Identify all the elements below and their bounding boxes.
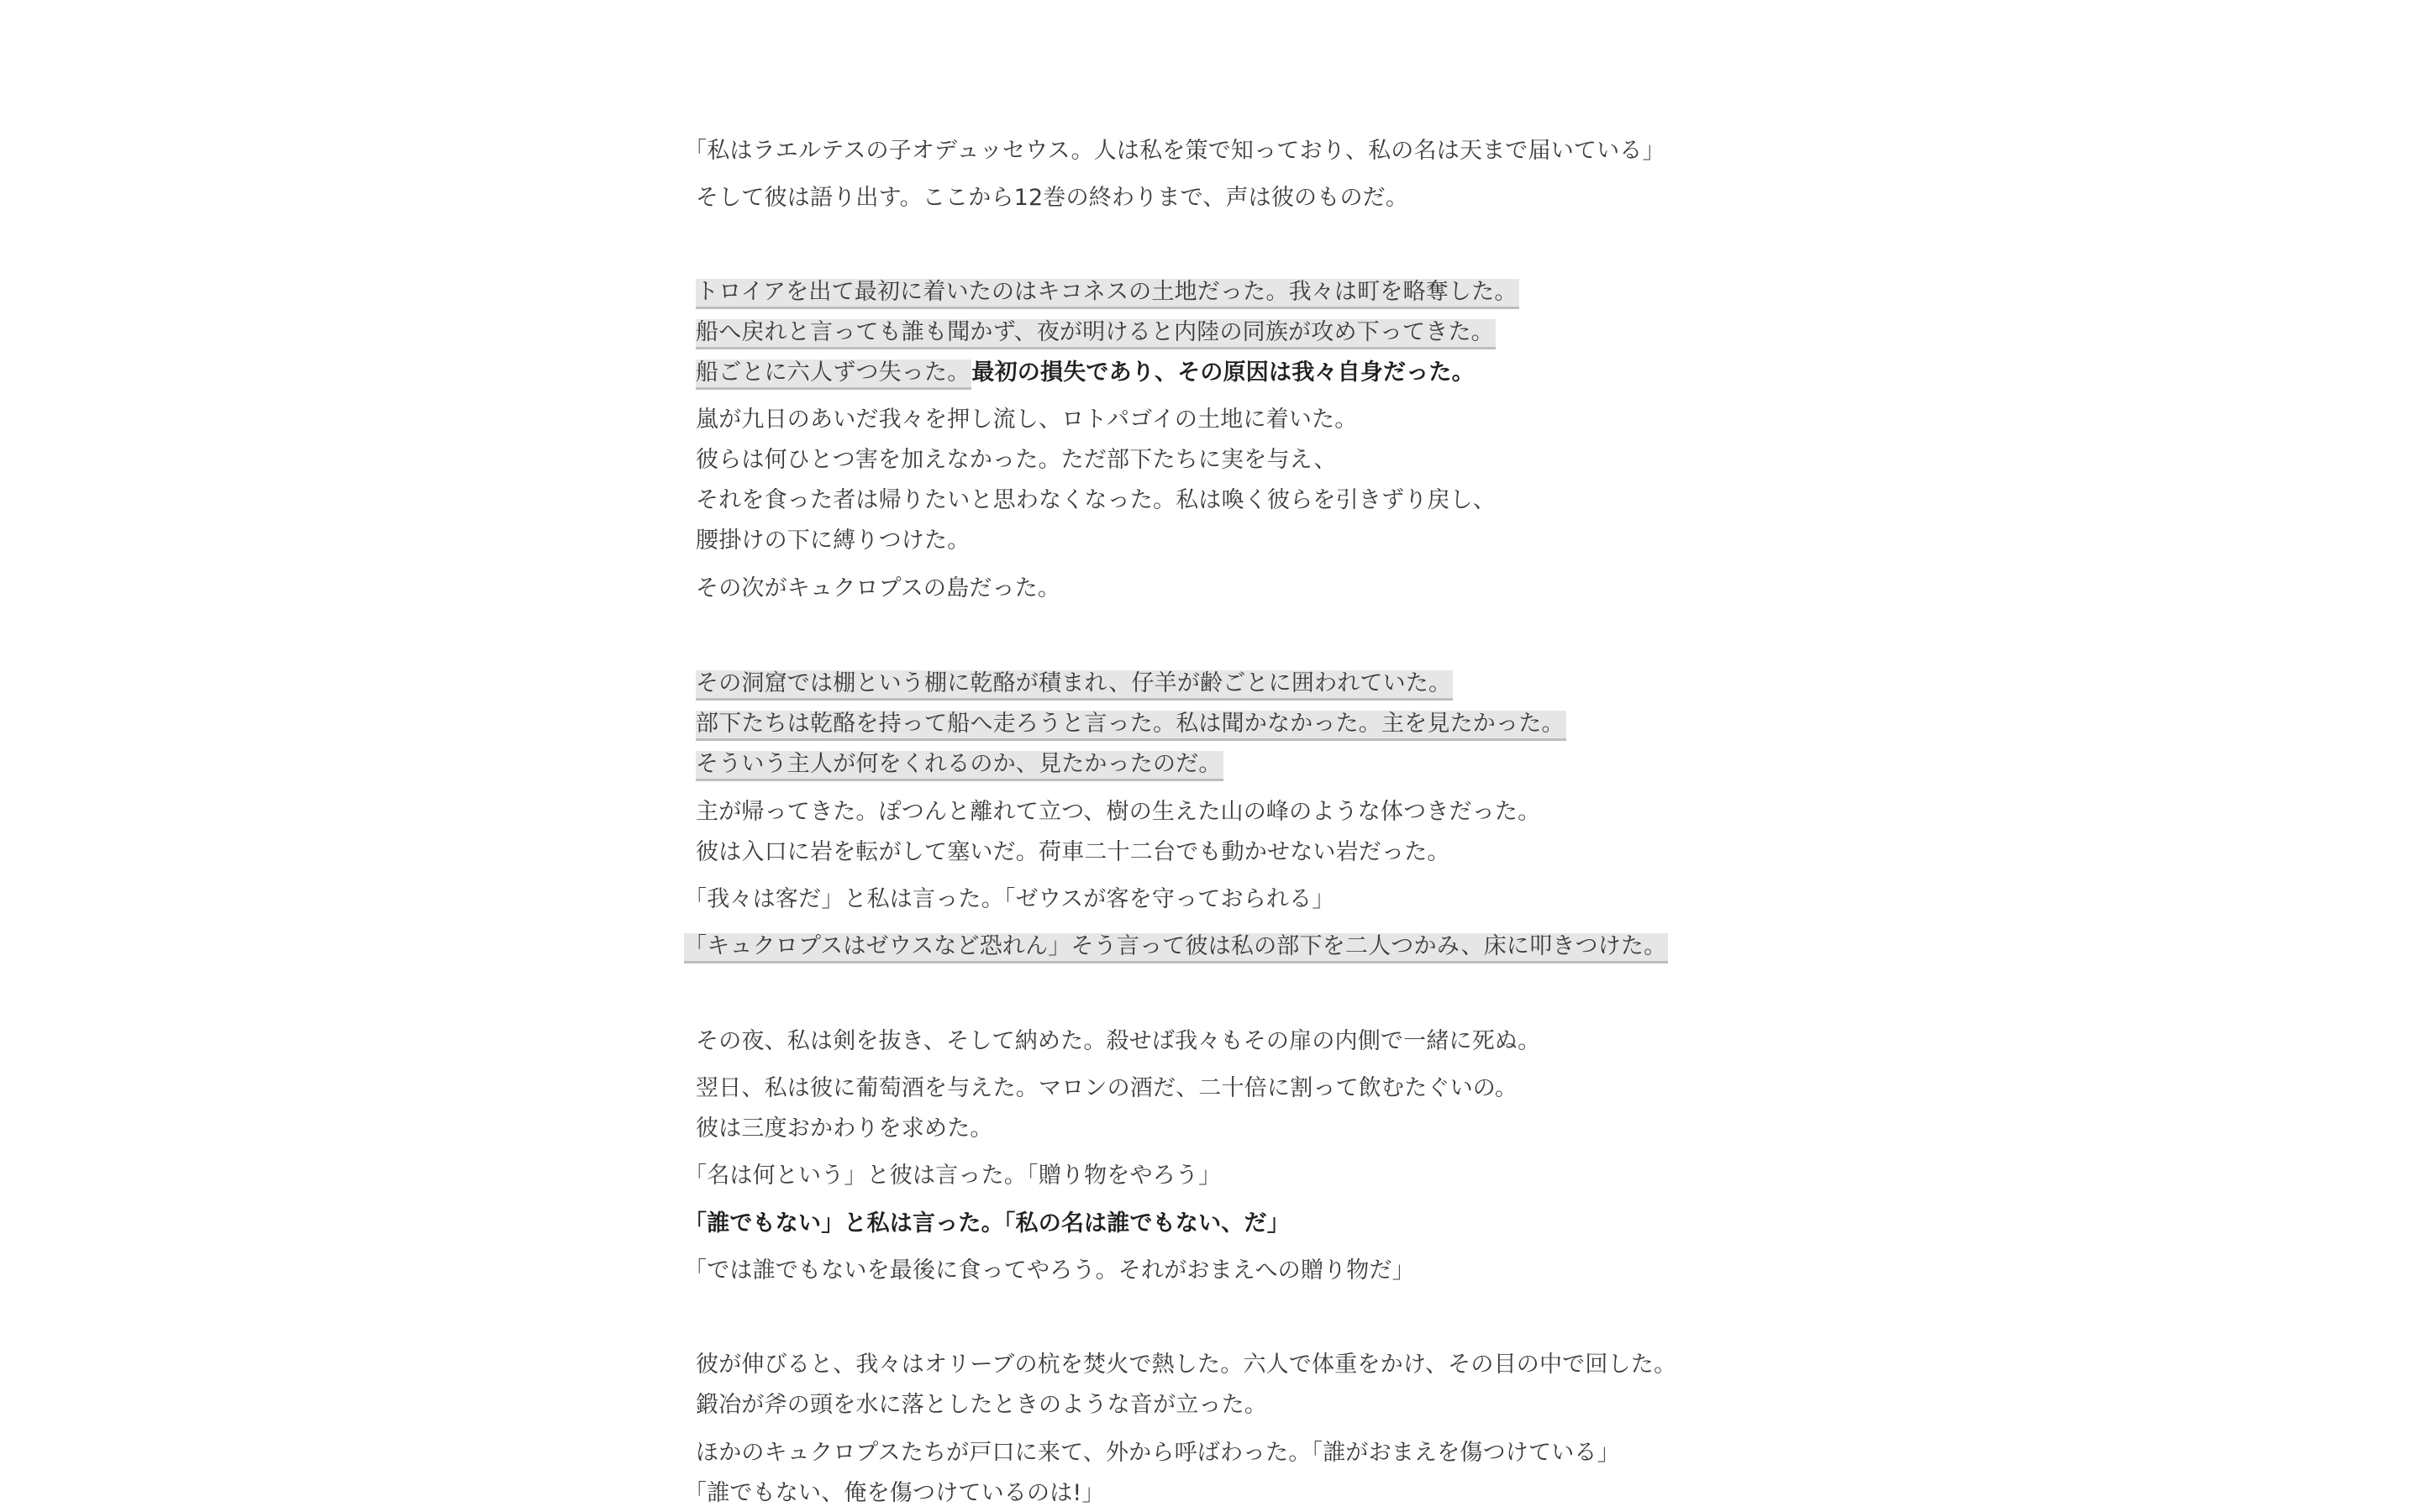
line-text: 「では誰でもないを最後に食ってやろう。それがおまえへの贈り物だ」 xyxy=(684,1257,1415,1284)
line-text: そして彼は語り出す。ここから12巻の終わりまで、声は彼のものだ。 xyxy=(696,185,1409,211)
text-line xyxy=(696,405,1357,435)
highlighted-line xyxy=(696,277,1519,307)
text-line xyxy=(696,1350,1676,1380)
line-text: 嵐が九日のあいだ我々を押し流し、ロトパゴイの土地に着いた。 xyxy=(696,407,1358,433)
line-text: 「私はラエルテスの子オデュッセウス。人は私を策で知っており、私の名は天まで届いている」 xyxy=(684,138,1665,164)
text-line xyxy=(684,1478,1105,1509)
highlighted-text: 部下たちは乾酪を持って船へ走ろうと言った。私は聞かなかった。主を見たかった。 xyxy=(696,711,1566,741)
line-text: 彼は三度おかわりを求めた。 xyxy=(696,1116,993,1142)
text-line xyxy=(696,837,1450,868)
highlighted-line xyxy=(696,669,1453,699)
highlighted-line xyxy=(696,709,1566,739)
line-text: 腰掛けの下に縛りつけた。 xyxy=(696,528,971,554)
text-line xyxy=(684,1209,1290,1239)
text-line xyxy=(696,445,1337,475)
highlighted-text: 船へ戻れと言っても誰も聞かず、夜が明けると内陸の同族が攻め下ってきた。 xyxy=(696,319,1496,349)
line-text: 主が帰ってきた。ぽつんと離れて立つ、樹の生えた山の峰のような体つきだった。 xyxy=(696,799,1541,825)
text-line xyxy=(696,486,1496,516)
line-text: 翌日、私は彼に葡萄酒を与えた。マロンの酒だ、二十倍に割って飲むたぐいの。 xyxy=(696,1075,1518,1101)
text-line xyxy=(684,1256,1415,1286)
text-line xyxy=(696,574,1060,604)
line-text: 「名は何という」と彼は言った。「贈り物をやろう」 xyxy=(684,1163,1222,1189)
text-line xyxy=(696,1074,1518,1104)
highlighted-line xyxy=(696,358,1475,388)
text-line xyxy=(696,797,1540,827)
highlighted-text: そういう主人が何をくれるのか、見たかったのだ。 xyxy=(696,751,1223,781)
highlighted-line xyxy=(684,932,1668,962)
text-line xyxy=(696,1390,1267,1420)
line-text: 鍛冶が斧の頭を水に落としたときのような音が立った。 xyxy=(696,1392,1267,1418)
text-line xyxy=(696,1114,993,1144)
line-text: ほかのキュクロプスたちが戸口に来て、外から呼ばわった。「誰がおまえを傷つけている」 xyxy=(696,1440,1620,1466)
text-line xyxy=(696,1026,1540,1057)
text-line xyxy=(684,1161,1221,1191)
text-line xyxy=(684,136,1665,166)
bold-text: 「誰でもない」と私は言った。「私の名は誰でもない、だ」 xyxy=(684,1210,1290,1236)
highlighted-line xyxy=(696,318,1496,348)
line-text: 「誰でもない、俺を傷つけているのは!」 xyxy=(684,1480,1105,1506)
line-text: 彼が伸びると、我々はオリーブの杭を焚火で熱した。六人で体重をかけ、その目の中で回した。 xyxy=(696,1352,1677,1378)
line-text: その次がキュクロプスの島だった。 xyxy=(696,575,1061,601)
bold-text: 最初の損失であり、その原因は我々自身だった。 xyxy=(971,360,1475,386)
highlighted-text: その洞窟では棚という棚に乾酪が積まれ、仔羊が齢ごとに囲われていた。 xyxy=(696,670,1453,701)
highlighted-line xyxy=(696,749,1223,780)
text-line xyxy=(696,1438,1620,1468)
text-line xyxy=(684,885,1335,915)
line-text: 彼は入口に岩を転がして塞いだ。荷車二十二台でも動かせない岩だった。 xyxy=(696,839,1450,865)
line-text: 彼らは何ひとつ害を加えなかった。ただ部下たちに実を与え、 xyxy=(696,447,1337,473)
text-line xyxy=(696,183,1408,213)
highlighted-text: 「キュクロプスはゼウスなど恐れん」そう言って彼は私の部下を二人つかみ、床に叩きつけた。 xyxy=(684,933,1668,963)
highlighted-text: トロイアを出て最初に着いたのはキコネスの土地だった。我々は町を略奪した。 xyxy=(696,279,1519,309)
line-text: それを食った者は帰りたいと思わなくなった。私は喚く彼らを引きずり戻し、 xyxy=(696,487,1496,513)
line-text: その夜、私は剣を抜き、そして納めた。殺せば我々もその扉の内側で一緒に死ぬ。 xyxy=(696,1028,1541,1054)
text-line xyxy=(696,526,970,556)
line-text: 「我々は客だ」と私は言った。「ゼウスが客を守っておられる」 xyxy=(684,886,1335,912)
highlighted-text: 船ごとに六人ずつ失った。 xyxy=(696,360,971,390)
